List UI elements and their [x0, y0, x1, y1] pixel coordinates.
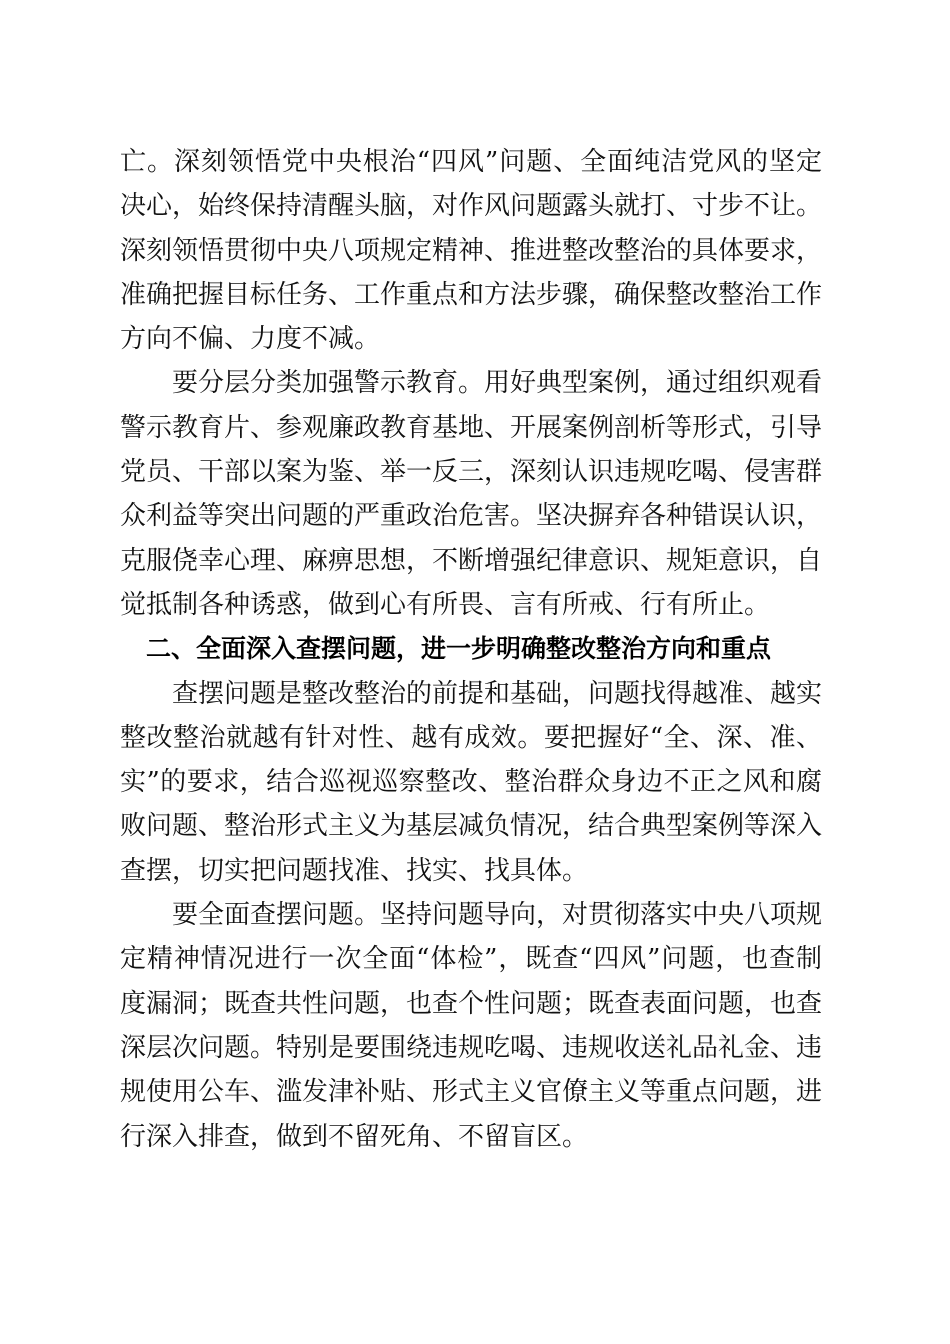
- section-heading-2: 二、全面深入查摆问题，进一步明确整改整治方向和重点: [146, 634, 772, 664]
- paragraph-warning-education: 要分层分类加强警示教育。用好典型案例，通过组织观看警示教育片、参观廉政教育基地、开展案例剖析等形式，引导党员、干部以案为鉴、举一反三，深刻认识违规吃喝、侵害群众利益等突出问题的严重政治危害。坚决摒弃各种错误认识，克服侥幸心理、麻痹思想，不断增强纪律意识、规矩意识，自觉抵制各种诱惑，做到心有所畏、言有所戒、行有所止。: [120, 368, 823, 620]
- paragraph-find-problems: 查摆问题是整改整治的前提和基础，问题找得越准、越实整改整治就越有针对性、越有成效。要把握好“全、深、准、实”的要求，结合巡视巡察整改、整治群众身边不正之风和腐败问题、整治形式主义为基层减负情况，结合典型案例等深入查摆，切实把问题找准、找实、找具体。: [120, 678, 823, 886]
- paragraph-continued-reflection: 亡。深刻领悟党中央根治“四风”问题、全面纯洁党风的坚定决心，始终保持清醒头脑，对作风问题露头就打、寸步不让。深刻领悟贯彻中央八项规定精神、推进整改整治的具体要求，准确把握目标任务、工作重点和方法步骤，确保整改整治工作方向不偏、力度不减。: [120, 147, 823, 355]
- paragraph-comprehensive-review: 要全面查摆问题。坚持问题导向，对贯彻落实中央八项规定精神情况进行一次全面“体检”，既查“四风”问题，也查制度漏洞；既查共性问题，也查个性问题；既查表面问题，也查深层次问题。特别是要围绕违规吃喝、违规收送礼品礼金、违规使用公车、滥发津补贴、形式主义官僚主义等重点问题，进行深入排查，做到不留死角、不留盲区。: [120, 900, 823, 1152]
- document-body: [120, 140, 822, 1159]
